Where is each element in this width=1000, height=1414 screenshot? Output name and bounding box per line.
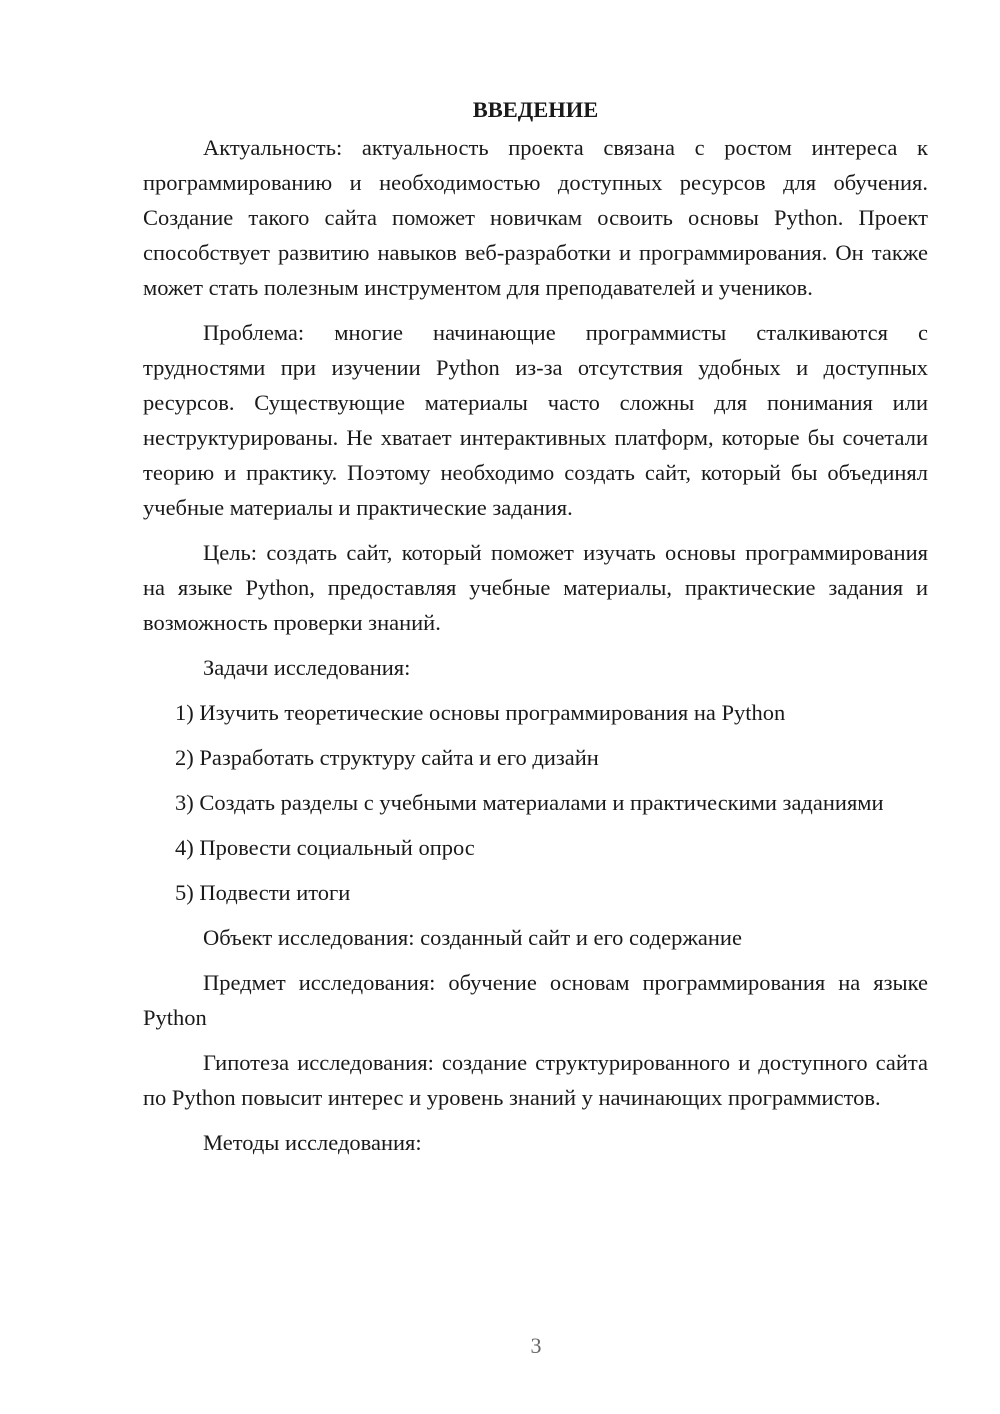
paragraph-relevance: Актуальность: актуальность проекта связана с ростом интереса к программированию и необходимостью доступных ресурсов для обучения. Создание такого сайта поможет новичкам освоить основы Python. Проект способствует развитию навыков веб-разработки и программирования. Он также может стать полезным инструментом для преподавателей и учеников. xyxy=(143,135,928,300)
paragraph-hypothesis: Гипотеза исследования: создание структурированного и доступного сайта по Python повысит интерес и уровень знаний у начинающих программистов. xyxy=(143,1050,928,1110)
page-number: 3 xyxy=(530,1333,542,1358)
task-item: 4) Провести социальный опрос xyxy=(175,835,475,860)
task-item: 3) Создать разделы с учебными материалами и практическими заданиями xyxy=(175,790,884,815)
paragraph-subject: Предмет исследования: обучение основам программирования на языке Python xyxy=(143,970,928,1030)
paragraph-problem: Проблема: многие начинающие программисты сталкиваются с трудностями при изучении Python из-за отсутствия удобных и доступных ресурсов. Существующие материалы часто сложны для понимания или неструктурированы. Не хватает интерактивных платформ, которые бы сочетали теорию и практику. Поэтому необходимо создать сайт, который бы объединял учебные материалы и практические задания. xyxy=(143,320,928,520)
paragraph-object: Объект исследования: созданный сайт и его содержание xyxy=(203,925,742,950)
methods-heading: Методы исследования: xyxy=(203,1130,422,1155)
task-item: 5) Подвести итоги xyxy=(175,880,351,905)
task-item: 1) Изучить теоретические основы программирования на Python xyxy=(175,700,786,725)
task-item: 2) Разработать структуру сайта и его дизайн xyxy=(175,745,599,770)
paragraph-goal: Цель: создать сайт, который поможет изучать основы программирования на языке Python, предоставляя учебные материалы, практические задания и возможность проверки знаний. xyxy=(143,540,928,635)
page-content xyxy=(143,92,928,1170)
page-title: ВВЕДЕНИЕ xyxy=(472,97,599,122)
tasks-heading: Задачи исследования: xyxy=(203,655,411,680)
